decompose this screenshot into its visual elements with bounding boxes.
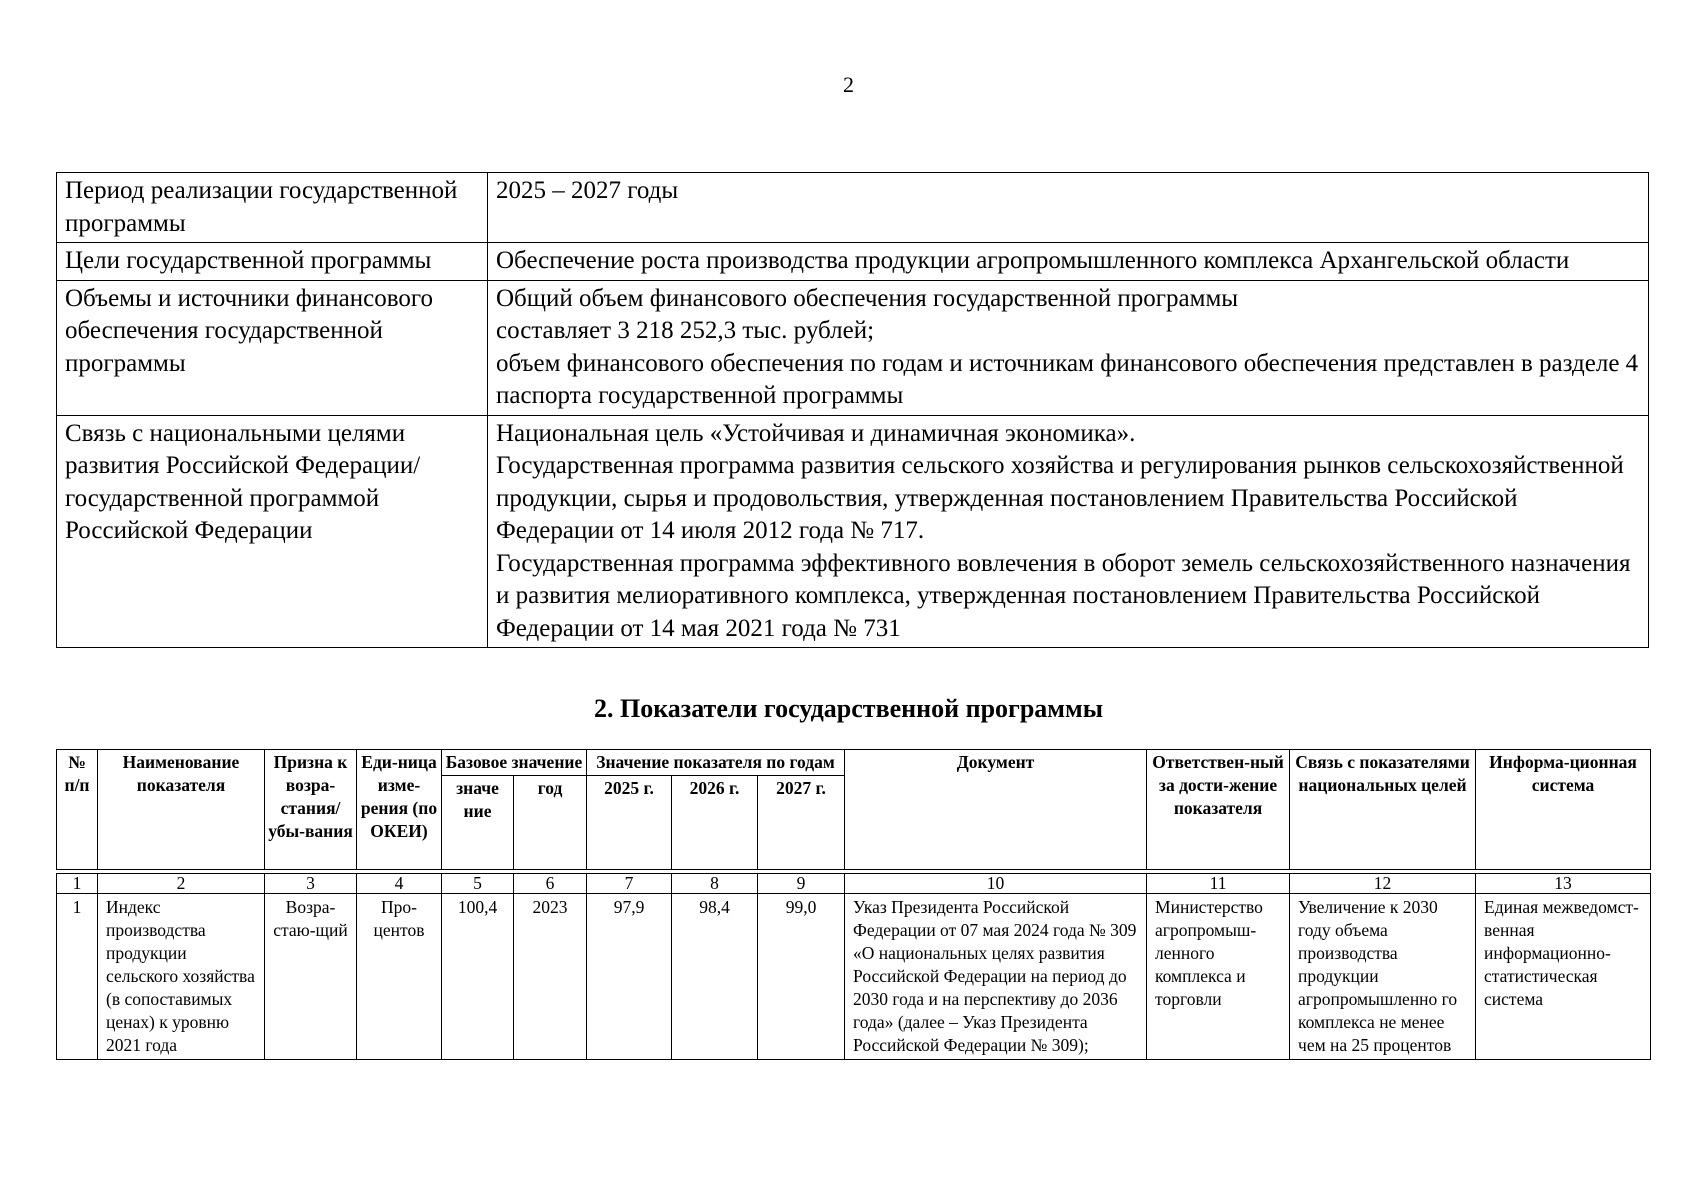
indicators-table xyxy=(56,749,1651,1060)
passport-row xyxy=(57,173,1649,243)
column-number: 11 xyxy=(1147,874,1290,894)
value-line: составляет 3 218 252,3 тыс. рублей; xyxy=(496,317,875,344)
cell-2025: 97,9 xyxy=(587,894,672,1060)
cell-name: Индекс производства продукции сельского хозяйства (в сопоставимых ценах) к уровню 2021 года xyxy=(98,894,265,1060)
header-num: № п/п xyxy=(57,750,98,870)
header-2027: 2027 г. xyxy=(758,776,845,870)
passport-row xyxy=(57,415,1649,648)
header-sign: Призна к возра-стания/ убы-вания xyxy=(265,750,357,870)
section-title: 2. Показатели государственной программы xyxy=(593,694,1104,723)
value-line: Государственная программа развития сельского хозяйства и регулирования рынков сельскохозяйственной продукции, сырья и продовольствия, утвержденная постановлением Правительства Российской Федерации от 14 июля 2012 года № 717. xyxy=(496,452,1624,544)
column-number: 12 xyxy=(1290,874,1476,894)
header-row xyxy=(57,750,1651,776)
passport-value xyxy=(488,415,1649,648)
cell-2027: 99,0 xyxy=(758,894,845,1060)
value-line: объем финансового обеспечения по годам и источникам финансового обеспечения представлен в разделе 4 паспорта государственной программы xyxy=(496,349,1639,409)
header-base-year: год xyxy=(514,776,587,870)
passport-label: Связь с национальными целями развития Российской Федерации/государственной программой Российской Федерации xyxy=(57,415,488,648)
passport-value xyxy=(488,280,1649,415)
value-line: Государственная программа эффективного вовлечения в оборот земель сельскохозяйственного назначения и развития мелиоративного комплекса, утвержденная постановлением Правительства Российской Федерации от 14 мая 2021 года № 731 xyxy=(496,549,1631,642)
column-number: 13 xyxy=(1476,874,1651,894)
header-2026: 2026 г. xyxy=(672,776,758,870)
cell-unit: Про-центов xyxy=(357,894,442,1060)
header-by-years: Значение показателя по годам xyxy=(587,750,845,776)
column-number: 9 xyxy=(758,874,845,894)
cell-base-year: 2023 xyxy=(514,894,587,1060)
header-2025: 2025 г. xyxy=(587,776,672,870)
column-number: 8 xyxy=(672,874,758,894)
column-number-row xyxy=(57,874,1651,894)
passport-table xyxy=(56,172,1649,648)
header-base: Базовое значение xyxy=(442,750,587,776)
cell-link: Увеличение к 2030 году объема производства продукции агропромышленно го комплекса не менее чем на 25 процентов xyxy=(1290,894,1476,1060)
column-number: 3 xyxy=(265,874,357,894)
column-number: 6 xyxy=(514,874,587,894)
passport-label: Период реализации государственной программы xyxy=(57,173,488,243)
header-responsible: Ответствен-ный за дости-жение показателя xyxy=(1147,750,1290,870)
header-document: Документ xyxy=(845,750,1147,870)
passport-row xyxy=(57,280,1649,415)
column-number: 10 xyxy=(845,874,1147,894)
cell-sign: Возра-стаю-щий xyxy=(265,894,357,1060)
column-number: 2 xyxy=(98,874,265,894)
cell-responsible: Министерство агропромыш-ленного комплекса и торговли xyxy=(1147,894,1290,1060)
value-line: Общий объем финансового обеспечения государственной программы xyxy=(496,284,1239,312)
passport-label: Цели государственной программы xyxy=(57,243,488,281)
passport-label: Объемы и источники финансового обеспечения государственной программы xyxy=(57,280,488,415)
header-name: Наименование показателя xyxy=(98,750,265,870)
column-number: 1 xyxy=(57,874,98,894)
table-row xyxy=(57,894,1651,1060)
passport-value: Обеспечение роста производства продукции агропромышленного комплекса Архангельской области xyxy=(488,243,1649,281)
header-link: Связь с показателями национальных целей xyxy=(1290,750,1476,870)
cell-2026: 98,4 xyxy=(672,894,758,1060)
header-base-value: значе ние xyxy=(442,776,514,870)
value-line: Национальная цель «Устойчивая и динамичная экономика». xyxy=(496,419,1136,447)
column-number: 7 xyxy=(587,874,672,894)
passport-row xyxy=(57,243,1649,281)
page-number: 2 xyxy=(843,72,854,97)
column-number: 4 xyxy=(357,874,442,894)
cell-base-value: 100,4 xyxy=(442,894,514,1060)
column-number: 5 xyxy=(442,874,514,894)
passport-value: 2025 – 2027 годы xyxy=(488,173,1649,243)
header-unit: Еди-ница изме-рения (по ОКЕИ) xyxy=(357,750,442,870)
cell-num: 1 xyxy=(57,894,98,1060)
cell-info-system: Единая межведомст-венная информационно-статистическая система xyxy=(1476,894,1651,1060)
header-info-system: Информа-ционная система xyxy=(1476,750,1651,870)
cell-document: Указ Президента Российской Федерации от 07 мая 2024 года № 309 «О национальных целях развития Российской Федерации на период до 2030 года и на перспективу до 2036 года» (далее – Указ Президента Российской Федерации № 309); xyxy=(845,894,1147,1060)
